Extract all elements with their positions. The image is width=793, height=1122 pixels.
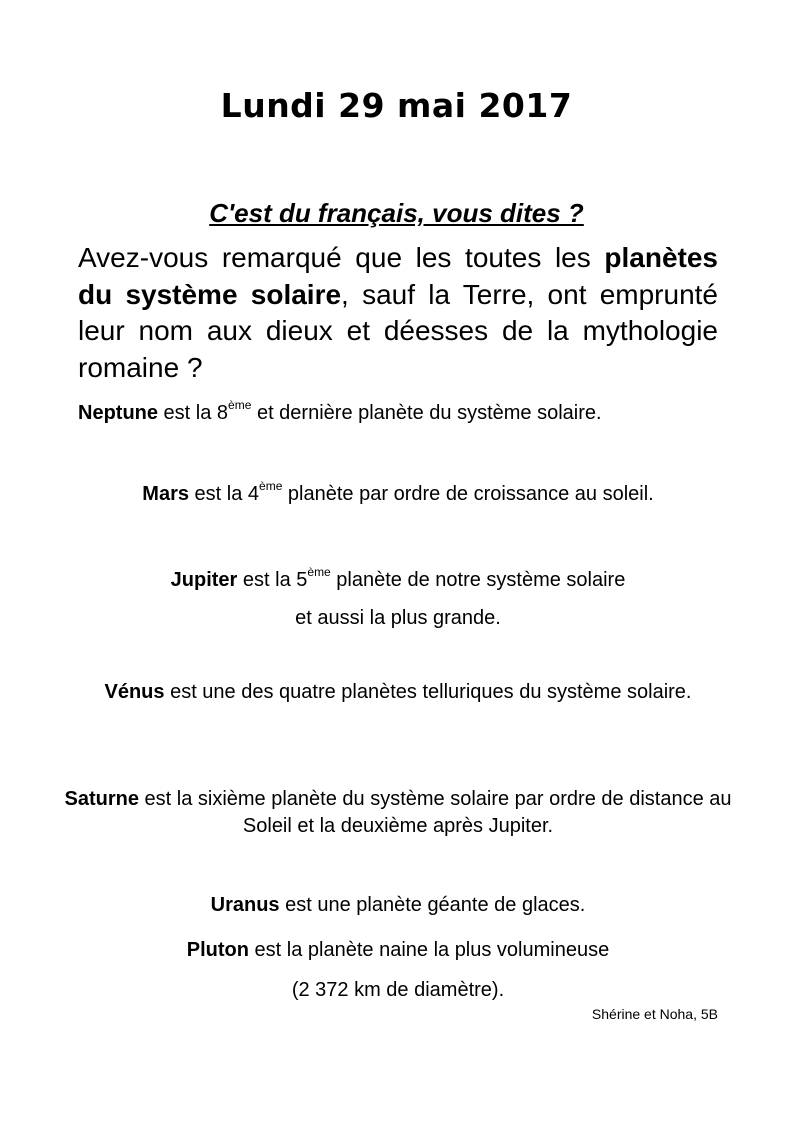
fact-neptune	[78, 400, 718, 427]
fact-neptune-superscript: ème	[228, 398, 252, 413]
fact-mars	[60, 481, 736, 508]
page-date: Lundi 29 mai 2017	[220, 86, 573, 125]
intro-text-1: Avez-vous remarqué que les toutes les	[78, 242, 605, 273]
fact-mars-text-end: planète par ordre de croissance au soleil.	[282, 483, 654, 505]
fact-pluton-text: est la planète naine la plus volumineuse	[248, 939, 610, 961]
fact-pluton-line-2: (2 372 km de diamètre).	[291, 979, 505, 1001]
fact-neptune-text-end: et dernière planète du système solaire.	[251, 402, 602, 424]
fact-uranus-text: est une planète géante de glaces.	[279, 894, 586, 916]
fact-pluton-line-1	[60, 930, 736, 970]
author-signature: Shérine et Noha, 5B	[591, 1006, 718, 1022]
fact-mars-text: est la 4	[188, 483, 260, 505]
planet-name-uranus: Uranus	[210, 894, 280, 916]
fact-jupiter-superscript: ème	[307, 565, 331, 580]
article-headline: C'est du français, vous dites ?	[209, 198, 584, 228]
intro-paragraph	[78, 240, 718, 386]
fact-venus-text: est une des quatre planètes telluriques du système solaire.	[164, 681, 692, 703]
fact-venus	[60, 679, 736, 706]
fact-jupiter-text-end: planète de notre système solaire	[330, 569, 626, 591]
planet-name-saturne: Saturne	[64, 788, 139, 810]
intro-text-2: , sauf la Terre, ont emprunté leur nom aux dieux et déesses de la mythologie romaine ?	[78, 278, 719, 383]
fact-neptune-text: est la 8	[158, 402, 229, 424]
fact-mars-superscript: ème	[259, 479, 283, 494]
fact-uranus	[60, 892, 736, 919]
fact-jupiter	[60, 561, 736, 637]
planet-name-mars: Mars	[142, 483, 189, 505]
planet-name-venus: Vénus	[104, 681, 165, 703]
planet-name-jupiter: Jupiter	[170, 569, 238, 591]
intro-bold-text: planètes du système solaire	[78, 242, 718, 310]
fact-saturne	[60, 786, 736, 840]
fact-jupiter-line-2: et aussi la plus grande.	[295, 607, 501, 629]
fact-saturne-text: est la sixième planète du système solaire par ordre de distance au Soleil et la deuxième après Jupiter.	[138, 788, 732, 837]
fact-jupiter-line-1	[60, 561, 736, 599]
fact-pluton	[60, 930, 736, 1010]
planet-name-pluton: Pluton	[186, 939, 249, 961]
fact-jupiter-text: est la 5	[237, 569, 308, 591]
planet-name-neptune: Neptune	[78, 402, 158, 424]
